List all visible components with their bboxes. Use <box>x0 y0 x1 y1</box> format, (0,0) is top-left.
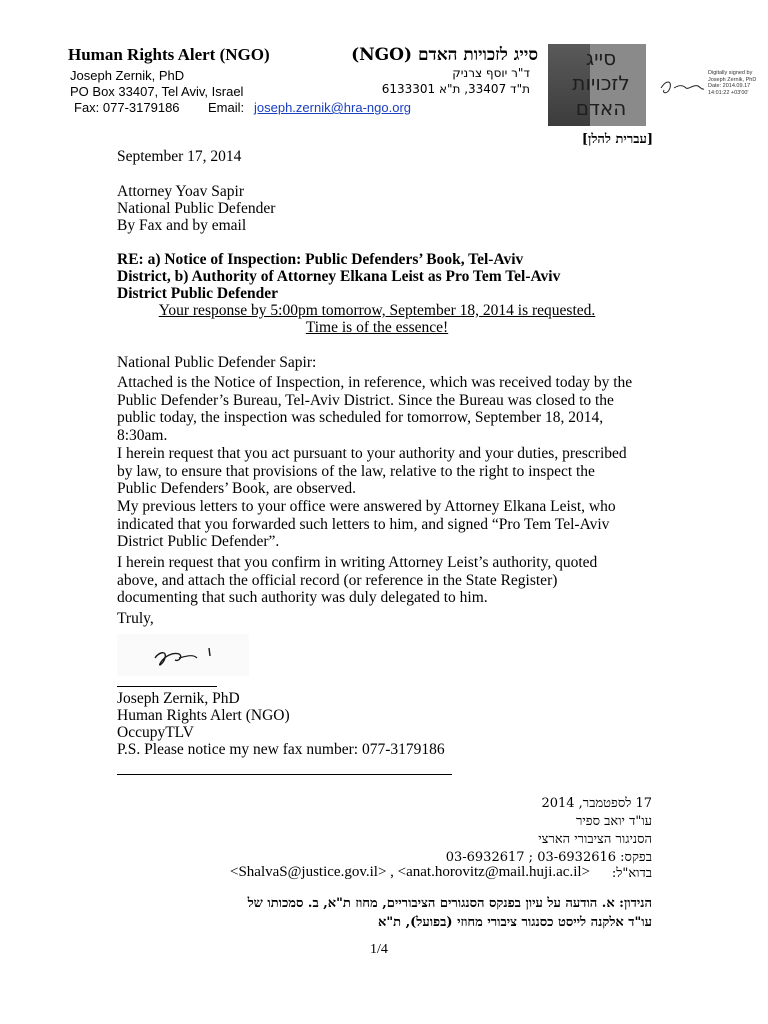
logo-text: סייג לזכויות האדם <box>572 46 630 120</box>
recipient-title: National Public Defender <box>117 200 276 217</box>
hebrew-recipient: עו"ד יואב ספיר <box>576 814 652 829</box>
subject-line-2: District, b) Authority of Attorney Elkana Leist as Pro Tem Tel-Aviv <box>117 268 561 285</box>
postscript: P.S. Please notice my new fax number: 077-3179186 <box>117 741 445 758</box>
response-deadline-line-1: Your response by 5:00pm tomorrow, September 18, 2014 is requested. <box>158 302 596 319</box>
delivery-method: By Fax and by email <box>117 217 247 234</box>
hebrew-email-label: בדוא"ל: <box>611 866 652 881</box>
paragraph-1: Attached is the Notice of Inspection, in reference, which was received today by the Public Defender’s Bureau, Tel-Aviv District. Since the Bureau was closed to the public today, the inspection was scheduled for tomorrow, September 18, 2014, 8:30am. <box>117 374 633 444</box>
email-label: Email: <box>208 100 245 115</box>
hebrew-below-note: [עברית להלן] <box>581 132 653 147</box>
org-name-en: Human Rights Alert (NGO) <box>68 45 270 64</box>
hebrew-subject-line-2: עו"ד אלקנה לייסט כסנגור ציבורי מחוזי (בפועל), ת"א <box>378 915 652 930</box>
hebrew-email-row <box>158 864 652 884</box>
subject-line-3: District Public Defender <box>117 285 278 302</box>
response-deadline-line-2: Time is of the essence! <box>305 319 449 336</box>
handwritten-signature-icon <box>117 634 249 676</box>
digital-signature-text: Digitally signed by Joseph Zernik, PhD Date: 2014.09.17 14:01:22 +03'00' <box>708 70 757 96</box>
letter-date: September 17, 2014 <box>117 148 242 165</box>
signature-organization: Human Rights Alert (NGO) <box>117 707 290 724</box>
hebrew-email-addresses: <ShalvaS@justice.gov.il> , <anat.horovitz@mail.huji.ac.il> <box>229 864 590 880</box>
email-link[interactable]: joseph.zernik@hra-ngo.org <box>254 100 412 115</box>
subject-line-1: RE: a) Notice of Inspection: Public Defenders’ Book, Tel-Aviv <box>117 251 524 268</box>
fax-number: Fax: 077-3179186 <box>74 100 180 115</box>
hebrew-recipient-title: הסניגור הציבורי הארצי <box>538 832 652 847</box>
signature-line <box>117 686 217 687</box>
signature-name: Joseph Zernik, PhD <box>117 690 240 707</box>
address-he: ת"ד 33407, ת"א 6133301 <box>381 82 530 96</box>
author-name-en: Joseph Zernik, PhD <box>70 68 185 83</box>
closing: Truly, <box>117 610 154 627</box>
paragraph-4: I herein request that you confirm in writing Attorney Leist’s authority, quoted above, and attach the official record (or reference in the State Register) documenting that such authority was duly delegated to him. <box>117 554 598 606</box>
salutation: National Public Defender Sapir: <box>117 354 317 371</box>
hebrew-fax: בפקס: 03-6932616 ; 03-6932617 <box>445 850 652 865</box>
recipient-name: Attorney Yoav Sapir <box>117 183 245 200</box>
hebrew-subject-line-1: הנידון: א. הודעה על עיון בפנקס הסנגורים הציבוריים, מחוז ת"א, ב. סמכותו של <box>247 896 652 911</box>
organization-logo <box>548 44 646 126</box>
section-divider <box>117 774 452 775</box>
paragraph-2: I herein request that you act pursuant to your authority and your duties, prescribed by law, to ensure that provisions of the law, relative to the right to inspect the Public Defenders’ Book, are observed. <box>117 445 627 497</box>
address-en: PO Box 33407, Tel Aviv, Israel <box>70 84 244 99</box>
author-name-he: ד"ר יוסף צרניק <box>452 66 530 80</box>
paragraph-3: My previous letters to your office were answered by Attorney Elkana Leist, who indicated that you forwarded such letters to him, and signed “Pro Tem Tel-Aviv District Public Defender”. <box>117 498 616 550</box>
page-number: 1/4 <box>370 942 388 957</box>
hebrew-date: 17 לספטמבר, 2014 <box>541 796 652 811</box>
signature-organization-2: OccupyTLV <box>117 724 194 741</box>
digital-signature-mark-icon <box>658 74 706 100</box>
org-name-he: (NGO) סייג לזכויות האדם <box>351 45 538 65</box>
